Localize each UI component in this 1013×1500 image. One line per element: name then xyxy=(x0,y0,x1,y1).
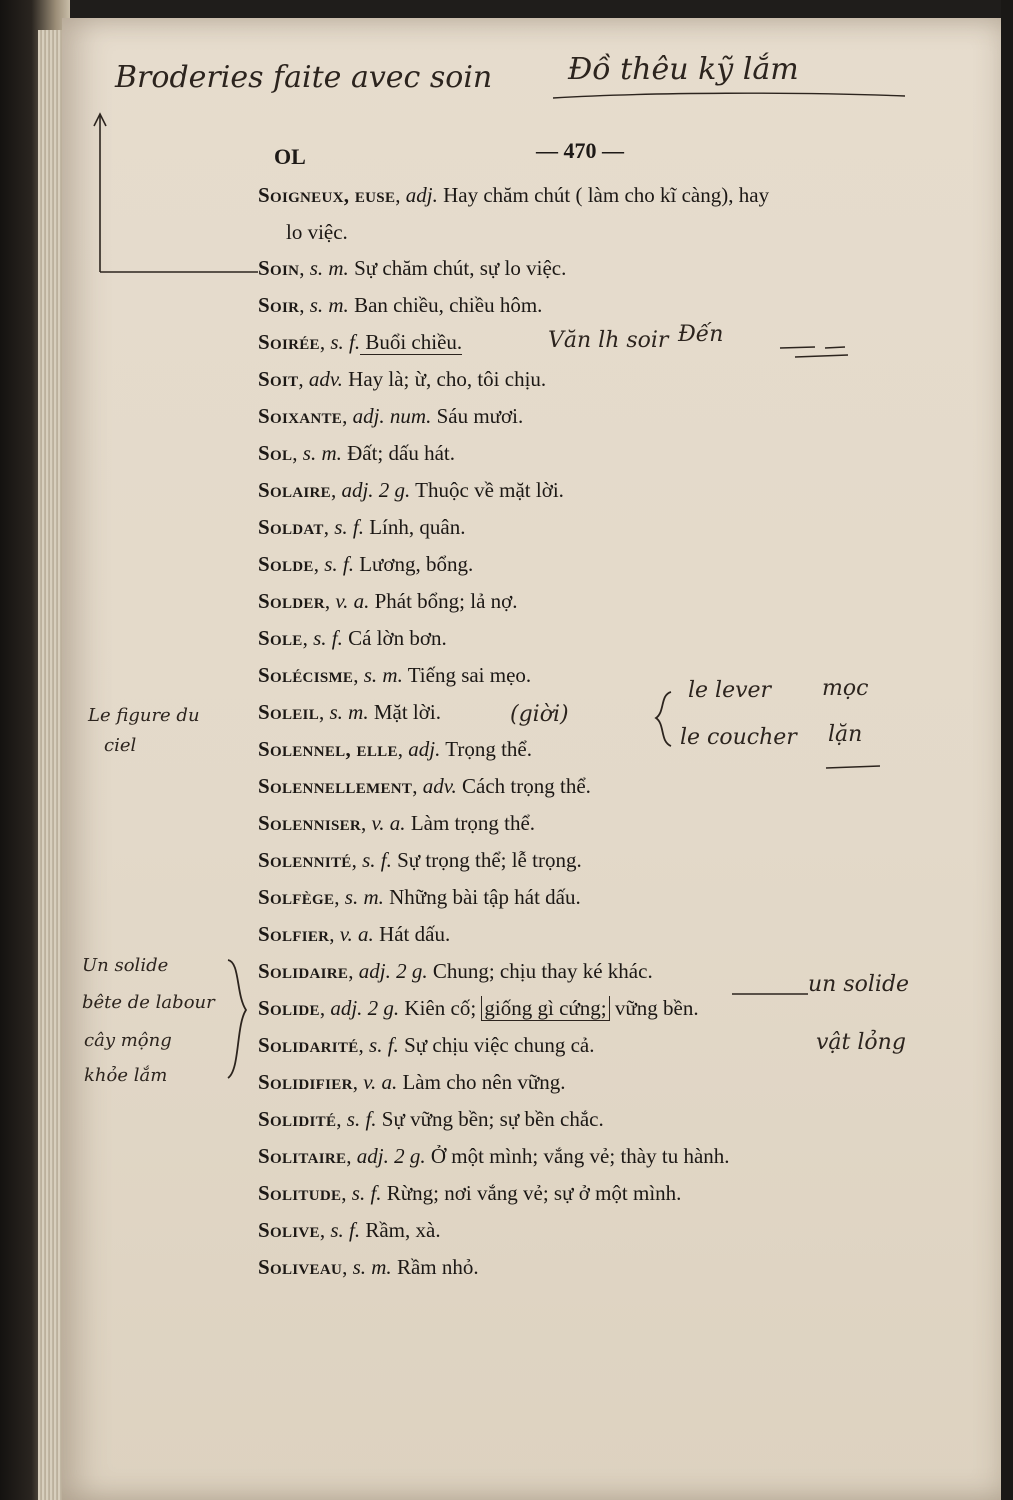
entry-solenniser: Solenniser, v. a. Làm trọng thể. xyxy=(258,811,536,835)
headword: Soleil xyxy=(258,700,319,724)
handwritten-solide-right-2: vật lỏng xyxy=(816,1030,906,1055)
headword: Soirée xyxy=(258,330,320,354)
entry-solennel: Solennel, elle, adj. Trọng thể. xyxy=(258,737,532,761)
grammar-label: adj. xyxy=(405,183,438,207)
grammar-label: adv. xyxy=(422,774,457,798)
definition: Rầm nhỏ. xyxy=(391,1255,479,1279)
entry-solecisme: Solécisme, s. m. Tiếng sai mẹo. xyxy=(258,663,532,687)
headword: Solitaire xyxy=(258,1144,347,1168)
handwritten-soiree-note: Văn lh soir xyxy=(548,328,669,353)
headword: Solfier xyxy=(258,922,330,946)
margin-note-solide-line1: Un solide xyxy=(82,955,169,976)
grammar-label: s. m. xyxy=(344,885,384,909)
definition: Làm trọng thể. xyxy=(405,811,536,835)
running-head: OL xyxy=(274,144,306,169)
definition: Ở một mình; vắng vẻ; thày tu hành. xyxy=(425,1144,730,1168)
definition: Cách trọng thể. xyxy=(456,774,591,798)
headword: Solaire xyxy=(258,478,331,502)
headword: Solennellement xyxy=(258,774,413,798)
grammar-label: s. f. xyxy=(362,848,392,872)
grammar-label: adj. 2 g. xyxy=(341,478,411,502)
grammar-label: v. a. xyxy=(335,589,370,613)
entry-solfege: Solfège, s. m. Những bài tập hát dấu. xyxy=(258,885,581,909)
entry-soleil: Soleil, s. m. Mặt lời. xyxy=(258,700,441,724)
entry-solitaire: Solitaire, adj. 2 g. Ở một mình; vắng vẻ; thày tu hành. xyxy=(258,1144,730,1168)
headword: Soixante xyxy=(258,404,343,428)
definition: Buổi chiều. xyxy=(360,330,463,354)
headword: Sol xyxy=(258,441,293,465)
headword: Solidifier xyxy=(258,1070,353,1094)
handwritten-lan: lặn xyxy=(828,722,863,747)
handwritten-le-lever: le lever xyxy=(688,678,772,703)
handwritten-solide-right-1: un solide xyxy=(808,972,910,997)
definition: Hay chăm chút ( làm cho kĩ càng), hay xyxy=(437,183,770,207)
definition: Lính, quân. xyxy=(363,515,466,539)
definition: Làm cho nên vững. xyxy=(397,1070,566,1094)
margin-note-soleil-line1: Le figure du xyxy=(88,705,200,726)
grammar-label: adj. num. xyxy=(352,404,432,428)
entry-solide: Solide, adj. 2 g. Kiên cố; giống gì cứng; vững bền. xyxy=(258,996,699,1020)
entry-soin: Soin, s. m. Sự chăm chút, sự lo việc. xyxy=(258,256,567,280)
grammar-label: s. f. xyxy=(351,1181,382,1205)
grammar-label: s. m. xyxy=(329,700,369,724)
grammar-label: v. a. xyxy=(371,811,406,835)
headword: Soigneux xyxy=(258,183,344,207)
definition: Tiếng sai mẹo. xyxy=(402,663,532,687)
entry-sole: Sole, s. f. Cá lờn bơn. xyxy=(258,626,447,650)
headword: Solenniser xyxy=(258,811,362,835)
margin-note-solide-line2: bête de labour xyxy=(82,992,215,1013)
headword: Solidaire xyxy=(258,959,349,983)
headword: Solennel xyxy=(258,737,346,761)
grammar-label: v. a. xyxy=(363,1070,398,1094)
boxed-definition: giống gì cứng; xyxy=(481,996,609,1021)
definition: Đất; dấu hát. xyxy=(341,441,455,465)
grammar-label: adj. 2 g. xyxy=(330,996,400,1020)
definition: Hát dấu. xyxy=(373,922,451,946)
headword: Soliveau xyxy=(258,1255,343,1279)
grammar-label: s. m. xyxy=(302,441,342,465)
grammar-label: s. f. xyxy=(334,515,364,539)
headword-suffix: , euse xyxy=(343,183,396,207)
grammar-label: adv. xyxy=(308,367,343,391)
headword: Solide xyxy=(258,996,320,1020)
entry-solennellement: Solennellement, adv. Cách trọng thể. xyxy=(258,774,591,798)
definition: Sự trọng thể; lễ trọng. xyxy=(391,848,582,872)
entry-soir: Soir, s. m. Ban chiều, chiều hôm. xyxy=(258,293,543,317)
entry-sol: Sol, s. m. Đất; dấu hát. xyxy=(258,441,455,465)
headword: Solde xyxy=(258,552,314,576)
handwritten-note-top-left: Broderies faite avec soin xyxy=(115,60,493,95)
grammar-label: s. f. xyxy=(330,330,361,354)
definition: Phát bổng; lả nợ. xyxy=(369,589,518,613)
entry-soigneux: Soigneux, euse, adj. Hay chăm chút ( làm cho kĩ càng), hay xyxy=(258,183,770,207)
headword: Solécisme xyxy=(258,663,354,687)
entry-solive: Solive, s. f. Rầm, xà. xyxy=(258,1218,441,1242)
headword: Solder xyxy=(258,589,325,613)
grammar-label: adj. 2 g. xyxy=(356,1144,426,1168)
grammar-label: s. f. xyxy=(313,626,343,650)
headword: Solitude xyxy=(258,1181,342,1205)
definition: Sự vững bền; sự bền chắc. xyxy=(376,1107,604,1131)
grammar-label: s. m. xyxy=(363,663,403,687)
page-number: — 470 — xyxy=(536,138,624,163)
headword: Soldat xyxy=(258,515,324,539)
grammar-label: s. m. xyxy=(309,256,349,280)
margin-note-solide-line3: cây mộng xyxy=(84,1030,172,1051)
definition: Thuộc về mặt lời. xyxy=(410,478,564,502)
headword: Solennité xyxy=(258,848,352,872)
definition: Kiên cố; xyxy=(399,996,482,1020)
headword: Solidarité xyxy=(258,1033,359,1057)
entry-solennite: Solennité, s. f. Sự trọng thể; lễ trọng. xyxy=(258,848,582,872)
headword: Soir xyxy=(258,293,300,317)
definition: Trọng thể. xyxy=(440,737,532,761)
handwritten-le-coucher: le coucher xyxy=(680,725,797,750)
handwritten-moc: mọc xyxy=(822,676,869,701)
definition: Hay là; ừ, cho, tôi chịu. xyxy=(342,367,547,391)
headword: Solfège xyxy=(258,885,335,909)
definition: Sự chịu việc chung cả. xyxy=(398,1033,595,1057)
entry-soldat: Soldat, s. f. Lính, quân. xyxy=(258,515,466,539)
definition: Rừng; nơi vắng vẻ; sự ở một mình. xyxy=(381,1181,682,1205)
entry-solde: Solde, s. f. Lương, bổng. xyxy=(258,552,474,576)
entry-solaire: Solaire, adj. 2 g. Thuộc về mặt lời. xyxy=(258,478,564,502)
entry-soigneux-continuation: lo việc. xyxy=(286,220,348,244)
headword: Soin xyxy=(258,256,300,280)
headword: Sole xyxy=(258,626,303,650)
definition: Sự chăm chút, sự lo việc. xyxy=(348,256,567,280)
definition: Những bài tập hát dấu. xyxy=(383,885,581,909)
grammar-label: adj. 2 g. xyxy=(358,959,428,983)
definition: Rầm, xà. xyxy=(360,1218,441,1242)
grammar-label: s. f. xyxy=(369,1033,399,1057)
entry-soit: Soit, adv. Hay là; ừ, cho, tôi chịu. xyxy=(258,367,547,391)
definition: Sáu mươi. xyxy=(431,404,524,428)
grammar-label: s. m. xyxy=(309,293,349,317)
entry-solitude: Solitude, s. f. Rừng; nơi vắng vẻ; sự ở một mình. xyxy=(258,1181,682,1205)
grammar-label: v. a. xyxy=(339,922,374,946)
handwritten-soiree-vietnamese: Đến xyxy=(678,322,724,347)
headword: Solive xyxy=(258,1218,320,1242)
entry-solidarite: Solidarité, s. f. Sự chịu việc chung cả. xyxy=(258,1033,595,1057)
headword: Solidité xyxy=(258,1107,337,1131)
handwritten-soleil-gloss: (giời) xyxy=(510,702,569,727)
definition: Ban chiều, chiều hôm. xyxy=(348,293,543,317)
definition: Cá lờn bơn. xyxy=(342,626,447,650)
grammar-label: s. f. xyxy=(324,552,354,576)
entry-solidaire: Solidaire, adj. 2 g. Chung; chịu thay ké khác. xyxy=(258,959,653,983)
headword-suffix: , elle xyxy=(345,737,398,761)
grammar-label: s. m. xyxy=(352,1255,392,1279)
definition: Chung; chịu thay ké khác. xyxy=(427,959,653,983)
entry-soixante: Soixante, adj. num. Sáu mươi. xyxy=(258,404,524,428)
definition: Mặt lời. xyxy=(368,700,441,724)
entry-soliveau: Soliveau, s. m. Rầm nhỏ. xyxy=(258,1255,479,1279)
entry-solfier: Solfier, v. a. Hát dấu. xyxy=(258,922,451,946)
handwritten-note-top-right: Đồ thêu kỹ lắm xyxy=(568,52,799,87)
entry-soiree: Soirée, s. f. Buổi chiều. xyxy=(258,330,463,354)
headword: Soit xyxy=(258,367,299,391)
margin-note-solide-line4: khỏe lắm xyxy=(84,1065,168,1086)
entry-solidite: Solidité, s. f. Sự vững bền; sự bền chắc. xyxy=(258,1107,604,1131)
entry-solder: Solder, v. a. Phát bổng; lả nợ. xyxy=(258,589,518,613)
grammar-label: adj. xyxy=(408,737,441,761)
grammar-label: s. f. xyxy=(330,1218,361,1242)
definition-end: vững bền. xyxy=(609,996,699,1020)
grammar-label: s. f. xyxy=(346,1107,377,1131)
entry-solidifier: Solidifier, v. a. Làm cho nên vững. xyxy=(258,1070,566,1094)
margin-note-soleil-line2: ciel xyxy=(104,735,137,756)
definition: Lương, bổng. xyxy=(353,552,474,576)
